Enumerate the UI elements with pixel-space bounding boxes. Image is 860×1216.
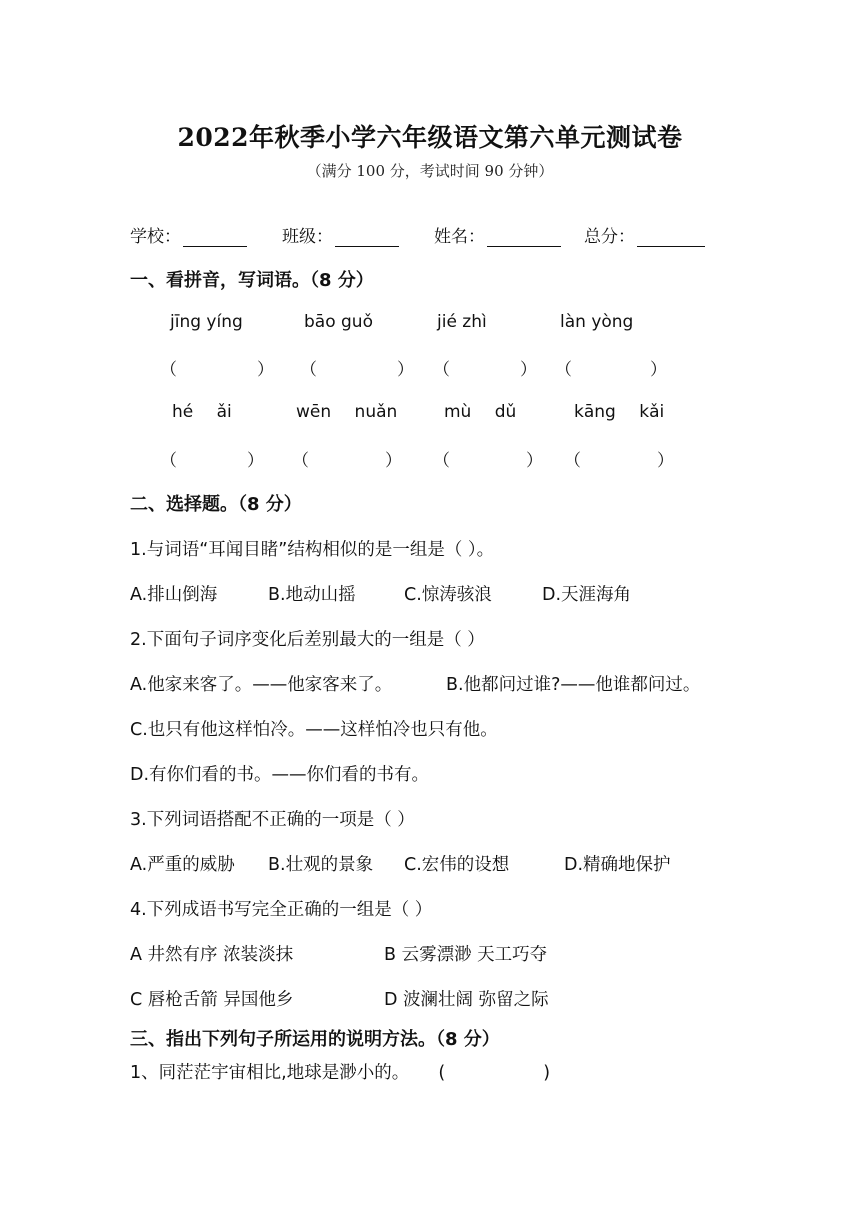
- name-label: 姓名：: [434, 227, 485, 247]
- section3-question-1: [130, 1059, 550, 1084]
- q2-option-c[interactable]: C.也只有他这样怕冷。——这样怕冷也只有他。: [130, 720, 498, 740]
- name-field: [434, 222, 561, 247]
- q1-option-a[interactable]: A.排山倒海: [130, 585, 218, 605]
- question-4: 4.下列成语书写完全正确的一组是（ ）: [130, 900, 433, 920]
- total-field: [584, 222, 705, 247]
- question-3: 3.下列词语搭配不正确的一项是（ ）: [130, 810, 415, 830]
- answer-box[interactable]: （ ）: [433, 451, 543, 471]
- answer-box[interactable]: （ ）: [160, 451, 264, 471]
- question-2: 2.下面句子词序变化后差别最大的一组是（ ）: [130, 630, 485, 650]
- answer-box[interactable]: （ ）: [555, 360, 667, 380]
- answer-box[interactable]: （ ）: [433, 360, 537, 380]
- class-label: 班级：: [282, 227, 333, 247]
- answer-box[interactable]: （ ）: [300, 360, 414, 380]
- section1-heading: 一、看拼音，写词语。（8 分）: [130, 270, 374, 291]
- q1-option-c[interactable]: C.惊涛骇浪: [404, 585, 492, 605]
- q3-option-a[interactable]: A.严重的威胁: [130, 855, 235, 875]
- q3-option-d[interactable]: D.精确地保护: [564, 855, 671, 875]
- q2-option-d[interactable]: D.有你们看的书。——你们看的书有。: [130, 765, 430, 785]
- class-field: [282, 222, 399, 247]
- pinyin-item: kāng kǎi: [574, 402, 665, 422]
- school-field: [130, 222, 247, 247]
- page-title: 2022年秋季小学六年级语文第六单元测试卷: [177, 123, 683, 152]
- pinyin-item: jié zhì: [437, 312, 487, 332]
- answer-box[interactable]: （ ）: [292, 451, 402, 471]
- q2-option-a[interactable]: A.他家来客了。——他家客来了。: [130, 675, 393, 695]
- q2-option-b[interactable]: B.他都问过谁?——他谁都问过。: [446, 675, 701, 695]
- q1-option-b[interactable]: B.地动山摇: [268, 585, 356, 605]
- q4-option-c[interactable]: C 唇枪舌箭 异国他乡: [130, 990, 294, 1010]
- question-text: 1、同茫茫宇宙相比,地球是渺小的。: [130, 1063, 410, 1083]
- q3-option-b[interactable]: B.壮观的景象: [268, 855, 374, 875]
- name-blank[interactable]: [487, 228, 561, 247]
- answer-box[interactable]: （ ）: [160, 360, 274, 380]
- total-blank[interactable]: [637, 228, 705, 247]
- class-blank[interactable]: [335, 228, 399, 247]
- q4-option-d[interactable]: D 波澜壮阔 弥留之际: [384, 990, 549, 1010]
- answer-box[interactable]: ( ): [438, 1063, 551, 1083]
- pinyin-item: wēn nuǎn: [296, 402, 398, 422]
- q4-option-b[interactable]: B 云雾漂渺 天工巧夺: [384, 945, 548, 965]
- pinyin-item: làn yòng: [560, 312, 634, 332]
- section2-heading: 二、选择题。（8 分）: [130, 494, 302, 515]
- pinyin-item: jīng yíng: [170, 312, 243, 332]
- pinyin-item: hé ǎi: [172, 402, 232, 422]
- pinyin-item: bāo guǒ: [304, 312, 373, 332]
- q3-option-c[interactable]: C.宏伟的设想: [404, 855, 510, 875]
- total-label: 总分：: [584, 227, 635, 247]
- q4-option-a[interactable]: A 井然有序 浓装淡抹: [130, 945, 294, 965]
- page-subtitle: （满分 100 分，考试时间 90 分钟）: [306, 162, 554, 180]
- q1-option-d[interactable]: D.天涯海角: [542, 585, 632, 605]
- school-label: 学校：: [130, 227, 181, 247]
- question-1: 1.与词语“耳闻目睹”结构相似的是一组是（ ）。: [130, 540, 495, 560]
- section3-heading: 三、指出下列句子所运用的说明方法。（8 分）: [130, 1029, 500, 1050]
- pinyin-item: mù dǔ: [444, 402, 517, 422]
- answer-box[interactable]: （ ）: [564, 451, 674, 471]
- school-blank[interactable]: [183, 228, 247, 247]
